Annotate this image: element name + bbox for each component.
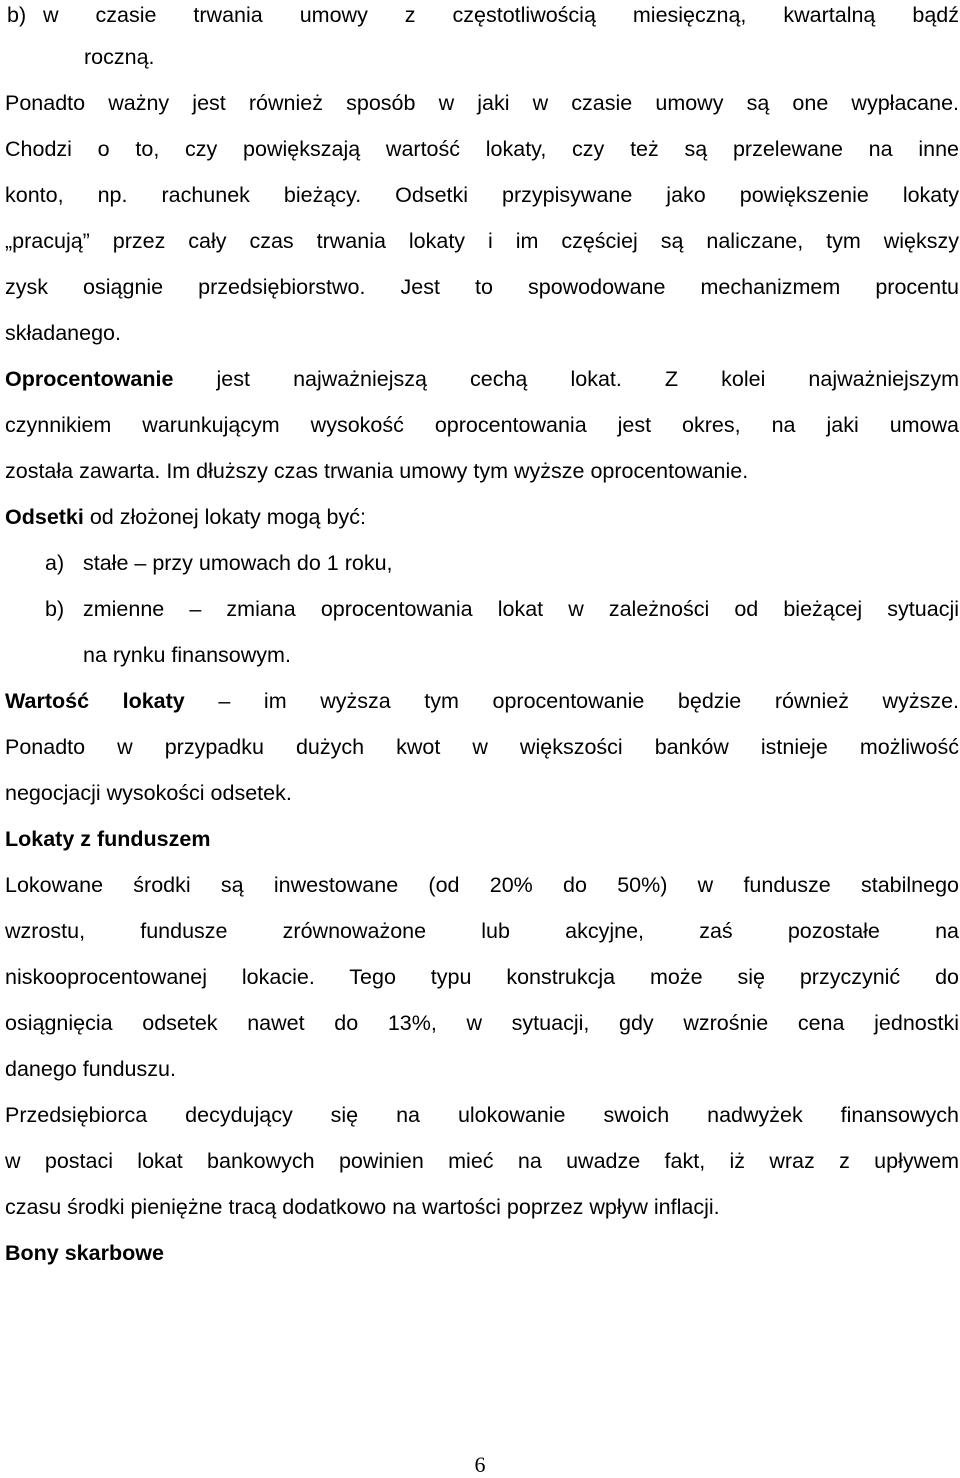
line-text: w czasie trwania umowy z częstotliwością miesięczną, kwartalną bądź	[43, 3, 959, 27]
line-text: stałe – przy umowach do 1 roku,	[83, 551, 393, 575]
line-text: danego funduszu.	[5, 1057, 176, 1081]
text-line	[5, 88, 959, 118]
text-line	[5, 1146, 959, 1176]
line-text: zysk osiągnie przedsiębiorstwo. Jest to spowodowane mechanizmem procentu	[5, 275, 959, 299]
text-line	[5, 318, 959, 348]
section-heading: Lokaty z funduszem	[5, 827, 211, 851]
text-line	[5, 364, 959, 394]
text-line	[5, 1192, 959, 1222]
text-line	[5, 134, 959, 164]
text-line	[5, 502, 959, 532]
line-text: osiągnięcia odsetek nawet do 13%, w sytuacji, gdy wzrośnie cena jednostki	[5, 1011, 959, 1035]
line-text: „pracują” przez cały czas trwania lokaty i im częściej są naliczane, tym większy	[5, 229, 959, 253]
line-text: czynnikiem warunkującym wysokość oprocentowania jest okres, na jaki umowa	[5, 413, 959, 437]
text-line	[5, 916, 959, 946]
text-line	[5, 1008, 959, 1038]
text-line	[5, 1054, 959, 1084]
term-heading: Oprocentowanie	[5, 367, 174, 391]
line-text: – im wyższa tym oprocentowanie będzie również wyższe.	[184, 689, 959, 713]
section-heading: Bony skarbowe	[5, 1241, 164, 1265]
text-line	[5, 0, 959, 30]
page-number: 6	[474, 1452, 486, 1477]
line-text: zmienne – zmiana oprocentowania lokat w zależności od bieżącej sytuacji	[83, 597, 959, 621]
line-text: konto, np. rachunek bieżący. Odsetki przypisywane jako powiększenie lokaty	[5, 183, 959, 207]
list-item	[5, 594, 959, 624]
line-text: jest najważniejszą cechą lokat. Z kolei najważniejszym	[173, 367, 959, 391]
text-line	[5, 686, 959, 716]
line-text: w postaci lokat bankowych powinien mieć na uwadze fakt, iż wraz z upływem	[5, 1149, 959, 1173]
line-text: Lokowane środki są inwestowane (od 20% do 50%) w fundusze stabilnego	[5, 873, 959, 897]
line-text: Przedsiębiorca decydujący się na ulokowanie swoich nadwyżek finansowych	[5, 1103, 959, 1127]
text-line	[5, 732, 959, 762]
line-text: roczną.	[84, 45, 155, 69]
line-text: składanego.	[5, 321, 121, 345]
text-line	[5, 870, 959, 900]
text-line	[5, 180, 959, 210]
text-line	[5, 962, 959, 992]
text-line	[5, 226, 959, 256]
list-item	[5, 548, 959, 578]
text-line	[5, 1100, 959, 1130]
text-line	[5, 410, 959, 440]
text-line	[5, 640, 960, 670]
line-text: Ponadto ważny jest również sposób w jaki w czasie umowy są one wypłacane.	[5, 91, 959, 115]
line-text: Chodzi o to, czy powiększają wartość lokaty, czy też są przelewane na inne	[5, 137, 959, 161]
line-text: negocjacji wysokości odsetek.	[5, 781, 292, 805]
text-line	[5, 42, 960, 72]
line-text: na rynku finansowym.	[83, 643, 291, 667]
text-line	[5, 778, 959, 808]
line-text: niskooprocentowanej lokacie. Tego typu konstrukcja może się przyczynić do	[5, 965, 959, 989]
list-marker: b)	[7, 3, 27, 27]
text-line	[5, 456, 959, 486]
line-text: czasu środki pieniężne tracą dodatkowo na wartości poprzez wpływ inflacji.	[5, 1195, 720, 1219]
line-text: wzrostu, fundusze zrównoważone lub akcyjne, zaś pozostałe na	[5, 919, 959, 943]
list-marker: a)	[45, 551, 65, 575]
term-heading: Odsetki	[5, 505, 84, 529]
text-line	[5, 272, 959, 302]
line-text: od złożonej lokaty mogą być:	[83, 505, 366, 529]
line-text: została zawarta. Im dłuższy czas trwania umowy tym wyższe oprocentowanie.	[5, 459, 749, 483]
list-marker: b)	[45, 597, 65, 621]
term-heading: Wartość lokaty	[5, 689, 185, 713]
line-text: Ponadto w przypadku dużych kwot w większości banków istnieje możliwość	[5, 735, 959, 759]
